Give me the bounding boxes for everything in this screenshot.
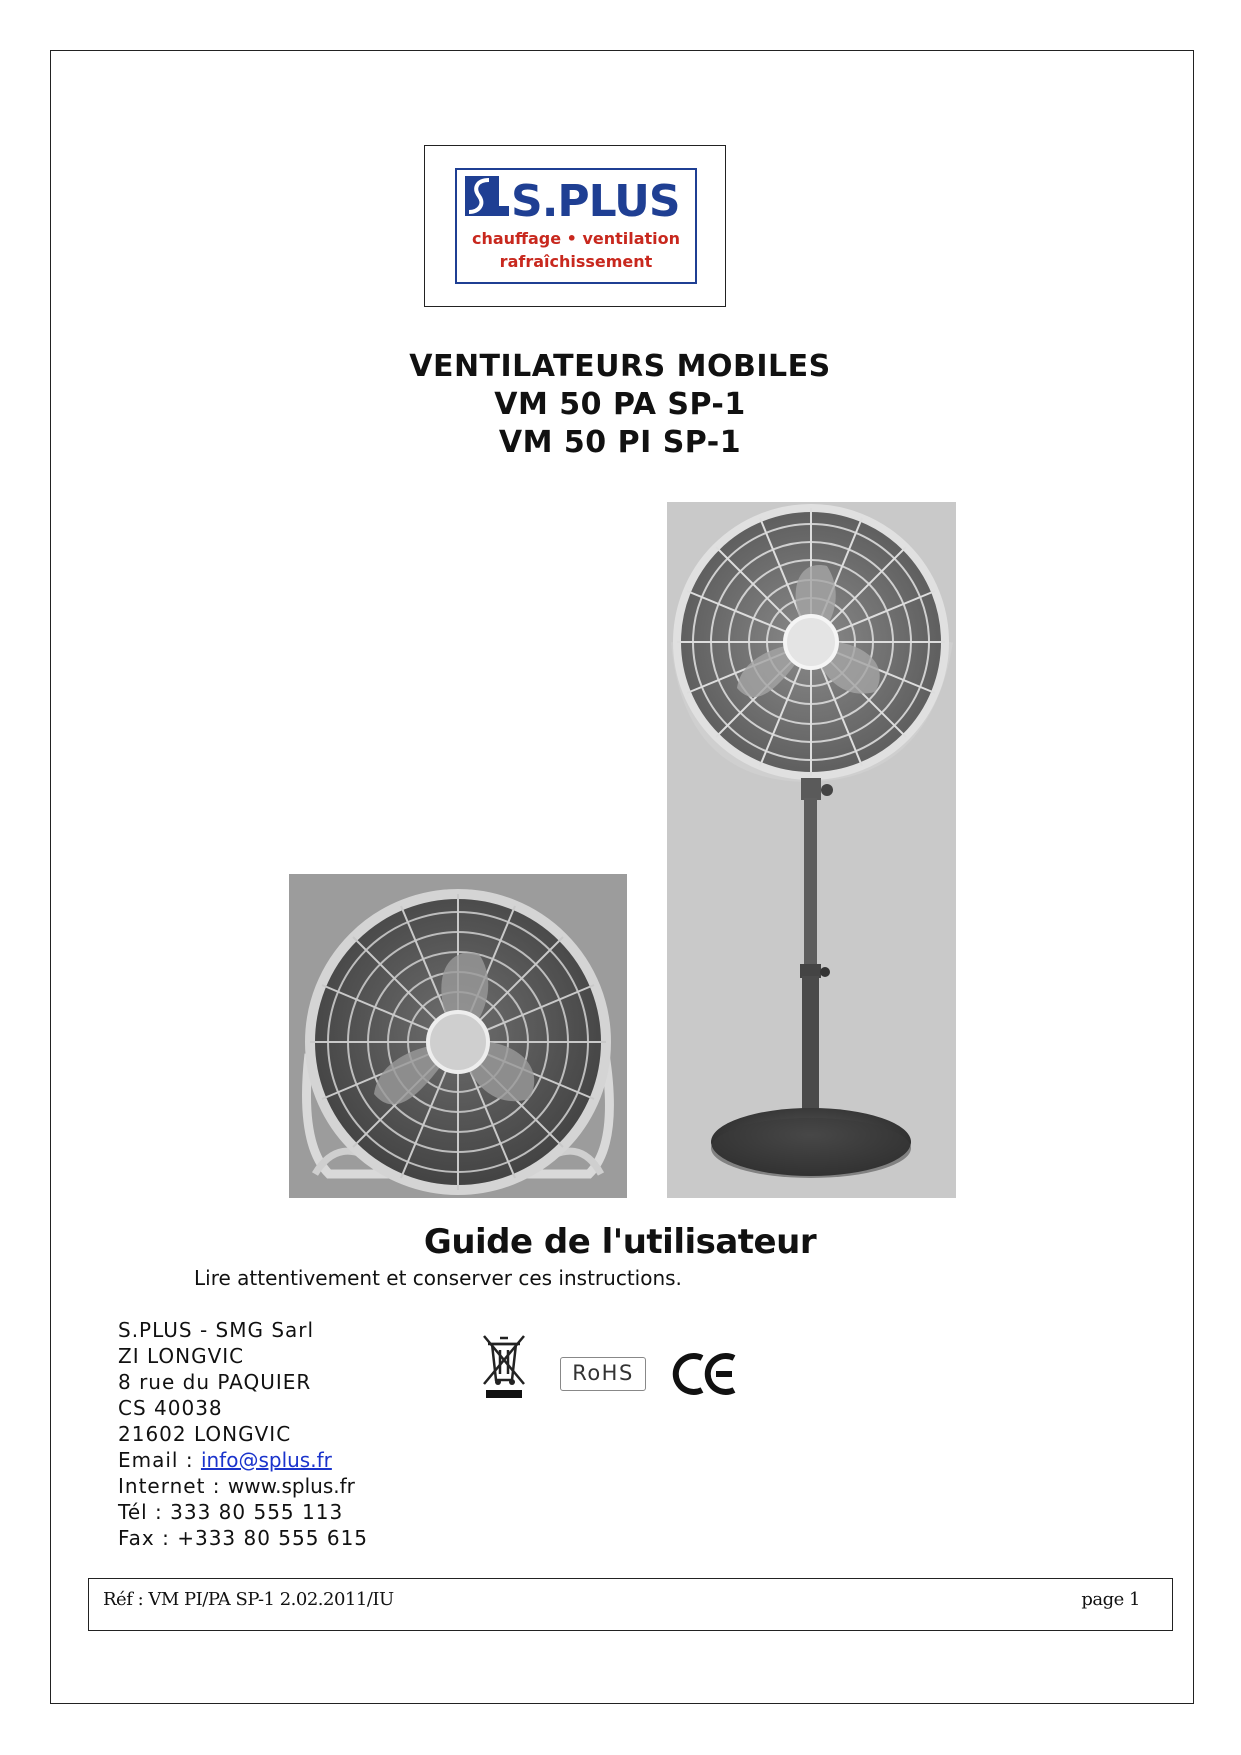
logo-tagline-1: chauffage • ventilation	[471, 229, 681, 248]
address-street: 8 rue du PAQUIER	[118, 1370, 312, 1394]
logo-brand: S.PLUS	[511, 176, 680, 227]
footer-page-number: page 1	[1081, 1589, 1140, 1610]
logo-box	[424, 145, 726, 307]
logo-tagline-2: rafraîchissement	[499, 252, 653, 271]
address-zone: ZI LONGVIC	[118, 1344, 245, 1368]
guide-title: Guide de l'utilisateur	[423, 1222, 817, 1262]
address-internet-line	[118, 1473, 368, 1499]
footer-reference: Réf : VM PI/PA SP-1 2.02.2011/IU	[103, 1589, 394, 1610]
address-city: 21602 LONGVIC	[118, 1422, 292, 1446]
address-email-line	[118, 1447, 368, 1473]
address-cs: CS 40038	[118, 1396, 223, 1420]
footer-box	[88, 1578, 1173, 1631]
company-address	[118, 1317, 368, 1551]
ce-mark-icon	[672, 1352, 738, 1396]
document-title	[300, 348, 940, 462]
address-tel: Tél : 333 80 555 113	[118, 1500, 344, 1524]
guide-subtitle: Lire attentivement et conserver ces instructions.	[194, 1266, 682, 1290]
title-line-1: VENTILATEURS MOBILES	[409, 349, 831, 384]
address-company: S.PLUS - SMG Sarl	[118, 1318, 315, 1342]
internet-url: www.splus.fr	[227, 1474, 355, 1498]
crossed-bin-icon	[480, 1332, 528, 1402]
title-line-3: VM 50 PI SP-1	[498, 425, 742, 460]
title-line-2: VM 50 PA SP-1	[494, 387, 746, 422]
floor-fan-photo	[289, 874, 627, 1198]
email-link[interactable]: info@splus.fr	[200, 1448, 332, 1472]
compliance-marks	[480, 1332, 760, 1402]
splus-logo	[455, 168, 697, 284]
stand-fan-photo	[667, 502, 956, 1198]
internet-label: Internet :	[118, 1474, 228, 1498]
email-label: Email :	[118, 1448, 201, 1472]
address-fax: Fax : +333 80 555 615	[118, 1526, 369, 1550]
rohs-badge: RoHS	[560, 1357, 646, 1391]
